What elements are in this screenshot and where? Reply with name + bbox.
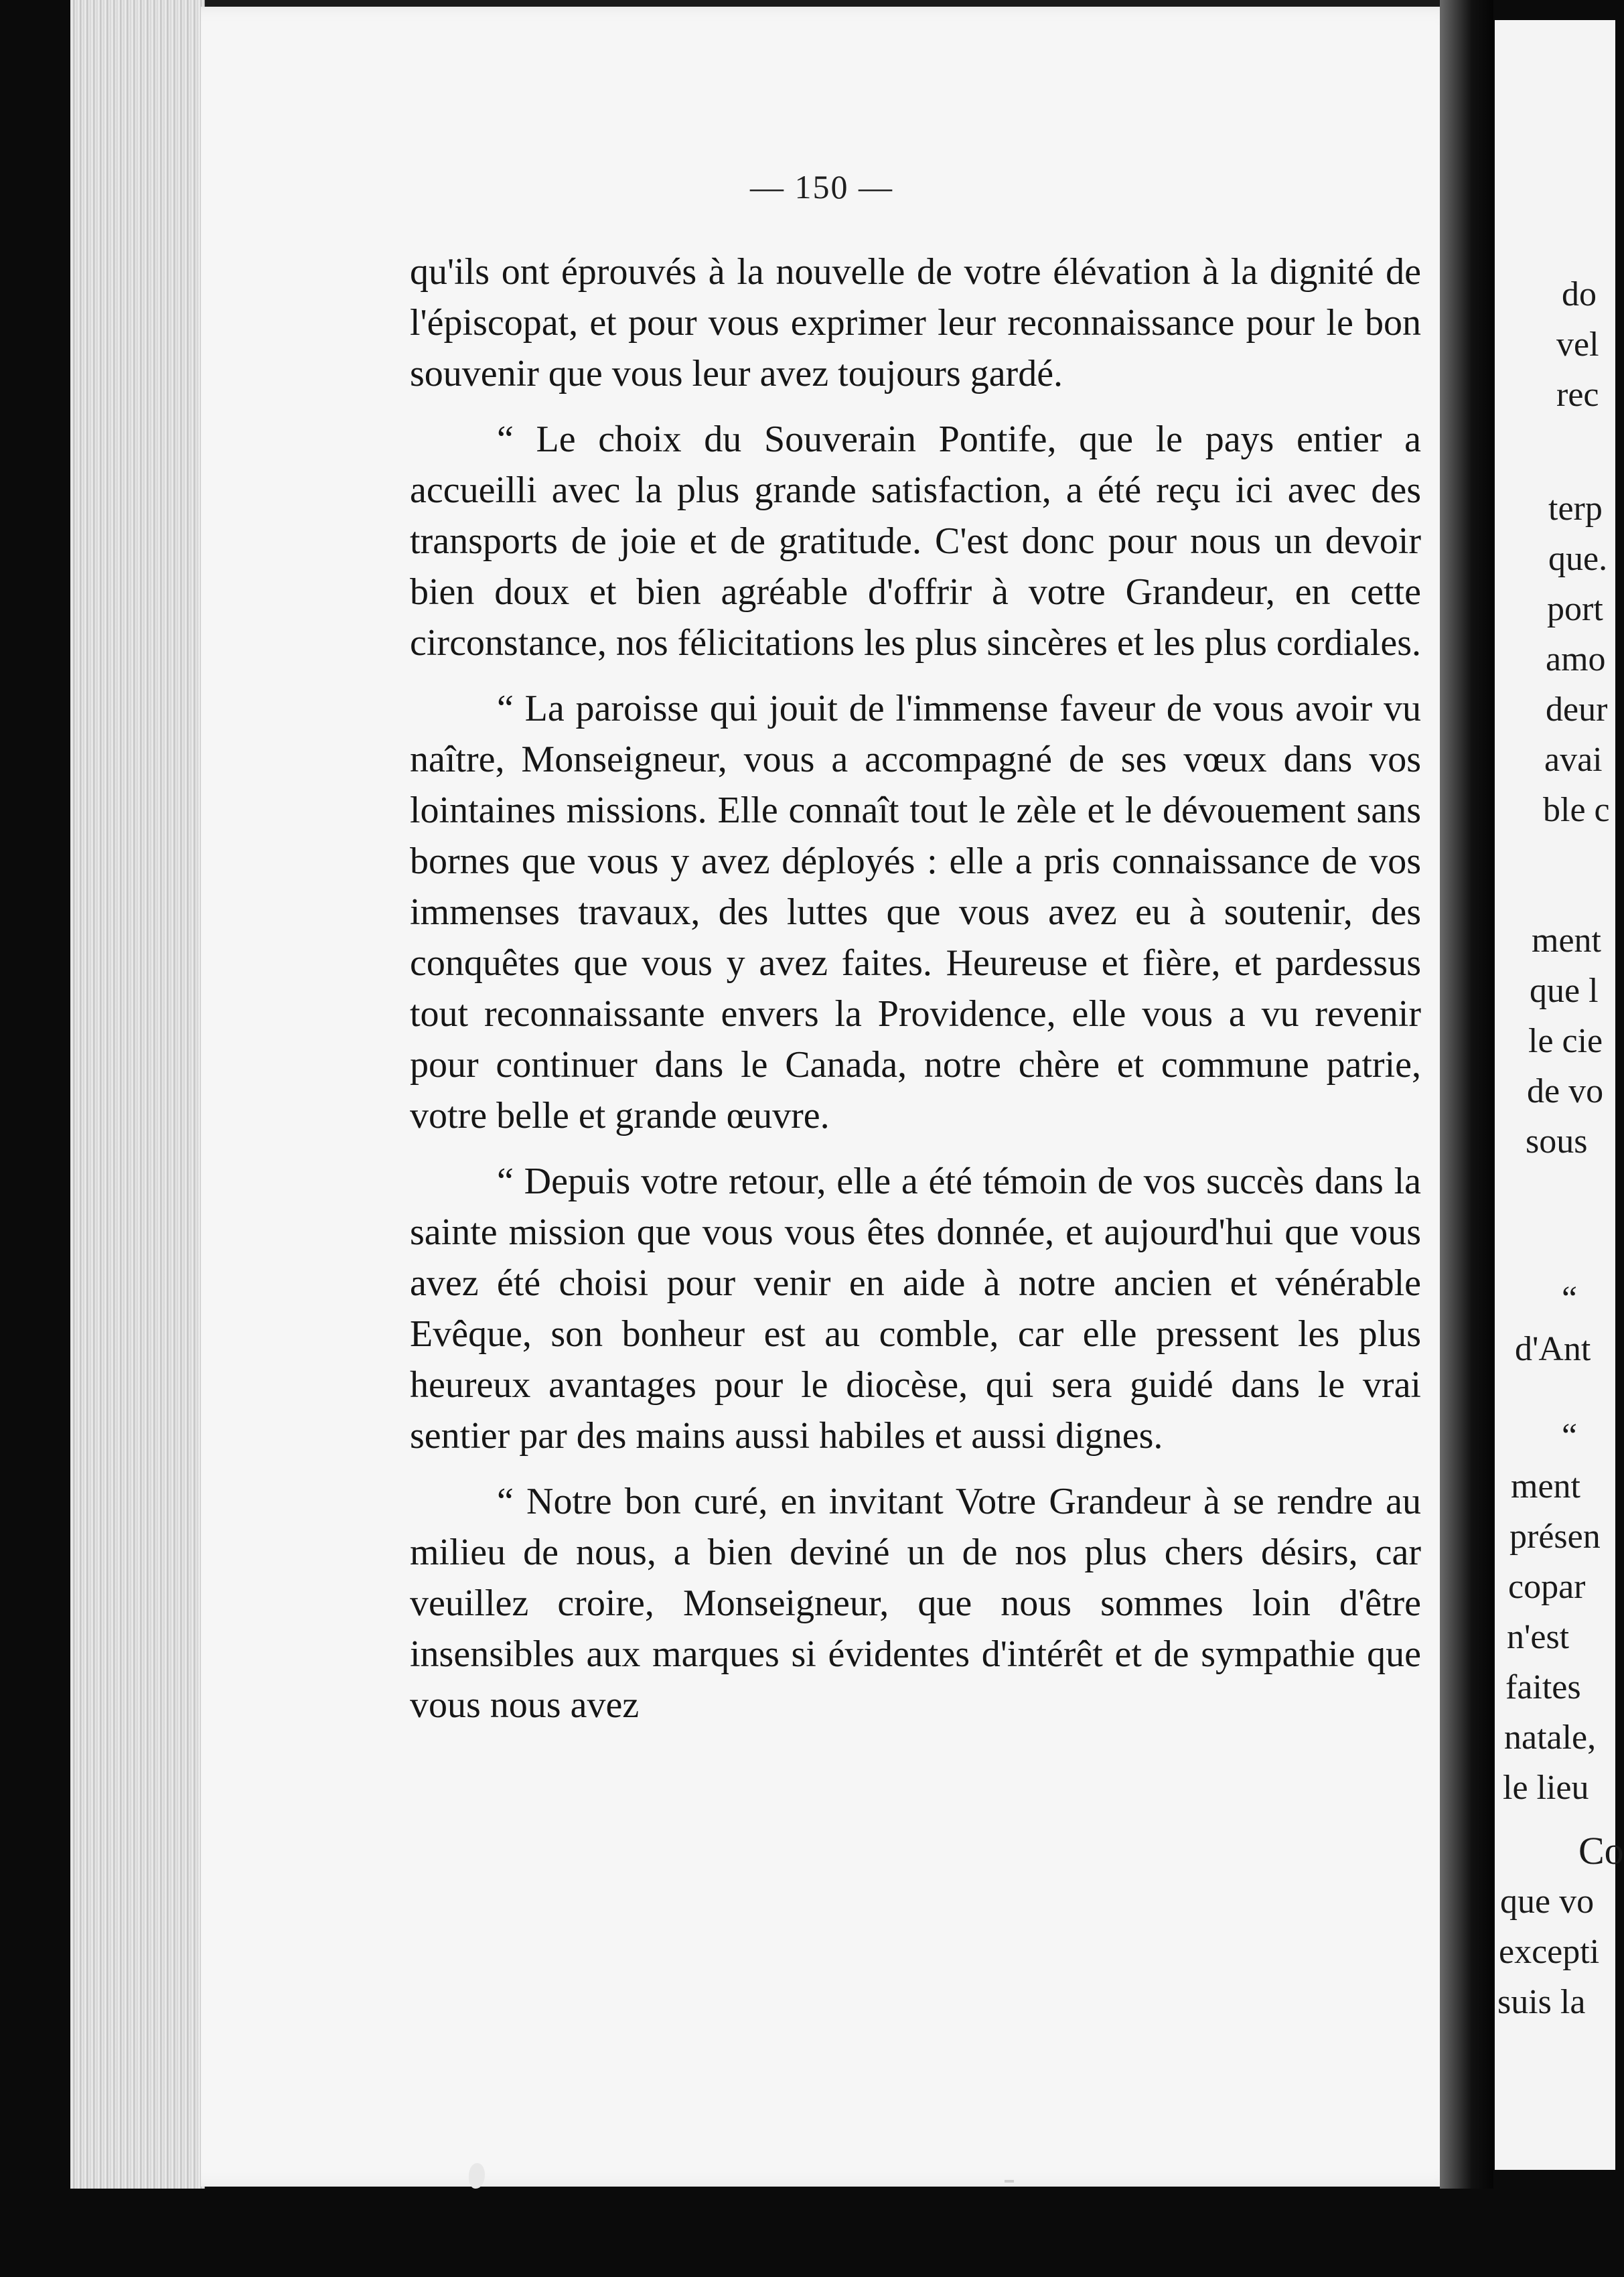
book-gutter — [1440, 0, 1493, 2190]
paragraph-2: “ Le choix du Souverain Pontife, que le pays entier a accueilli avec la plus grande satisfaction, a été reçu ici avec des transports de joie et de gratitude. C'est donc pour nous un devoir bien doux et bien agréable d'offrir à votre Grandeur, en cette circonstance, nos félicitations les plus sincères et les plus cordiales. — [410, 419, 1422, 664]
facing-line: le lieu — [1503, 1769, 1589, 1807]
facing-line: n'est — [1507, 1618, 1570, 1656]
facing-line: amo — [1546, 640, 1606, 678]
facing-line: deur — [1546, 690, 1608, 729]
facing-line: “ — [1562, 1280, 1578, 1318]
paragraph-5: “ Notre bon curé, en invitant Votre Grandeur à se rendre au milieu de nous, a bien deviné un de nos plus chers désirs, car veuillez croire, Monseigneur, que nous sommes loin d'être insensibles aux marques si évidentes d'intérêt et de sympathie que vous nous avez — [410, 1481, 1421, 1726]
paragraph-4: “ Depuis votre retour, elle a été témoin de vos succès dans la sainte mission que vous vous êtes donnée, et aujourd'hui que vous avez été choisi pour venir en aide à notre ancien et vénérable Evêque, son bonheur est au comble, car elle pressent les plus heureux avantages pour le diocèse, qui sera guidé dans le vrai sentier par des mains aussi habiles et aussi dignes. — [410, 1161, 1421, 1457]
page-edge-stack — [70, 0, 205, 2197]
paragraph-1: qu'ils ont éprouvés à la nouvelle de votre élévation à la dignité de l'épiscopat, et pour vous exprimer leur reconnaissance pour le bon souvenir que vous leur avez toujours gardé. — [410, 251, 1421, 394]
facing-line: de vo — [1527, 1072, 1604, 1110]
facing-line: que l — [1530, 972, 1599, 1010]
facing-line: port — [1547, 590, 1603, 628]
page-number: — 150 — — [750, 168, 893, 206]
facing-line: terp — [1548, 490, 1603, 528]
dust-speck — [1005, 2180, 1014, 2183]
facing-line: vel — [1556, 325, 1599, 364]
facing-line: Co — [1578, 1829, 1624, 1872]
facing-line: do — [1562, 275, 1597, 313]
paragraph-3: “ La paroisse qui jouit de l'immense faveur de vous avoir vu naître, Monseigneur, vous a accompagné de ses vœux dans vos lointaines missions. Elle connaît tout le zèle et le dévouement sans bornes que vous y avez déployés : elle a pris connaissance de vos immenses travaux, des luttes que vous avez eu à soutenir, des conquêtes que vous y avez faites. Heureuse et fière, et pardessus tout reconnaissante envers la Providence, elle vous a vu revenir pour continuer dans le Canada, notre chère et commune patrie, votre belle et grande œuvre. — [410, 688, 1421, 1136]
facing-line: faites — [1505, 1668, 1581, 1706]
facing-line: ment — [1532, 922, 1601, 960]
facing-line: que. — [1548, 540, 1608, 578]
facing-line: “ — [1562, 1417, 1578, 1455]
scanner-bed — [0, 2189, 1615, 2277]
facing-line: présen — [1509, 1518, 1601, 1556]
facing-line: ment — [1511, 1467, 1580, 1505]
page-text — [410, 246, 1421, 1731]
facing-line: que vo — [1500, 1883, 1595, 1921]
facing-line: ble c — [1543, 791, 1610, 829]
facing-line: le cie — [1528, 1022, 1603, 1060]
facing-line: suis la — [1497, 1983, 1586, 2021]
facing-page — [1495, 20, 1624, 2170]
facing-line: excepti — [1499, 1933, 1600, 1971]
facing-line: d'Ant — [1515, 1330, 1591, 1368]
facing-line: copar — [1508, 1568, 1586, 1606]
facing-line: sous — [1526, 1122, 1588, 1161]
facing-line: rec — [1556, 376, 1599, 414]
facing-line: avai — [1544, 741, 1603, 779]
facing-line: natale, — [1504, 1718, 1597, 1757]
